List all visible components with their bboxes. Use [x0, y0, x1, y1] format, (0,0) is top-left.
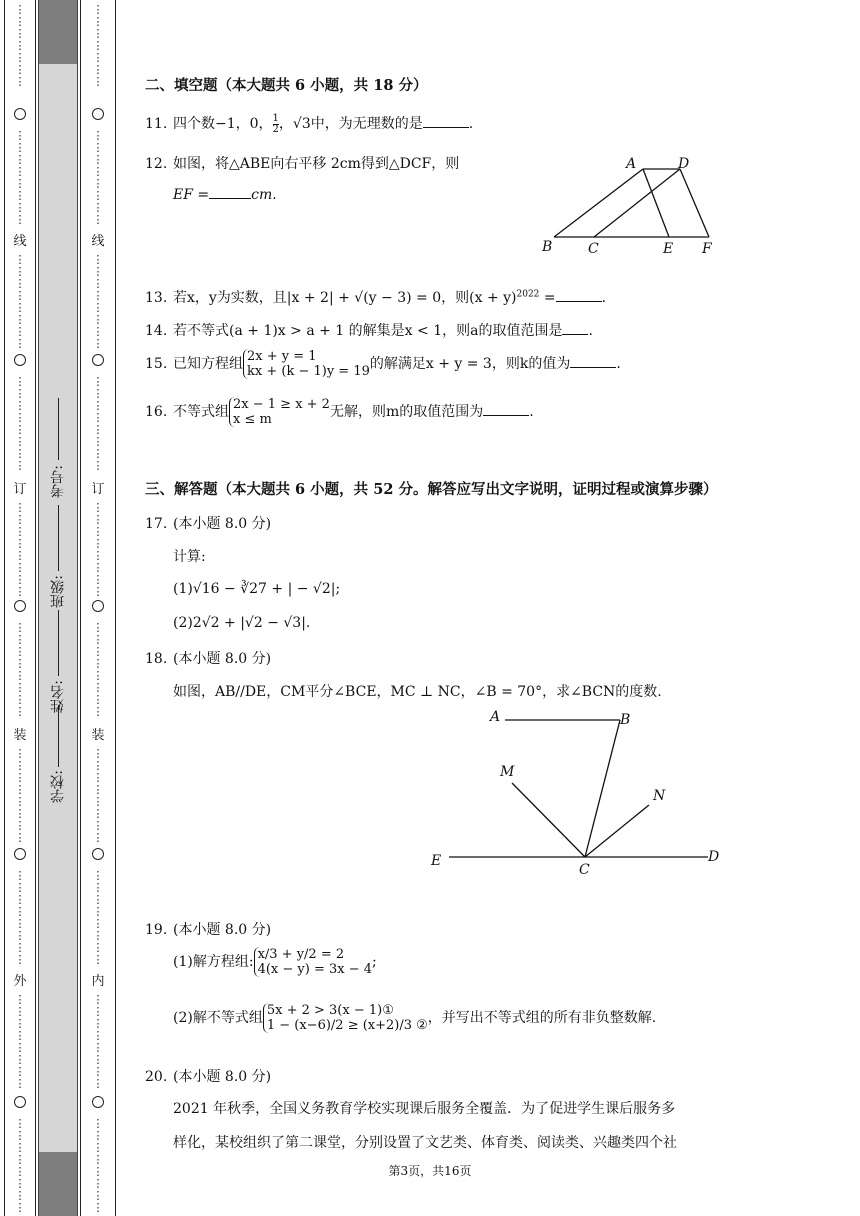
question-17-part2: (2)2√2 + |√2 − √3|.	[173, 615, 311, 631]
outer-binding-strip: ⋮ ⋮ ⋮ ⋮ ⋮ ⋮ ⋮ ⋮ ⋮ ⋮ ⋮ ⋮ ⋮ ⋮ ⋮ 线 ⋮ ⋮ ⋮ ⋮ ⋮ ⋮ ⋮ ⋮ ⋮ ⋮ ⋮ ⋮ ⋮ ⋮ ⋮ ⋮ 订 ⋮ ⋮ ⋮ ⋮ ⋮ ⋮ ⋮ ⋮ ⋮ ⋮ ⋮ ⋮ ⋮ ⋮ ⋮ ⋮ 装 ⋮ ⋮ ⋮ ⋮ ⋮ ⋮ ⋮ ⋮ ⋮ ⋮ ⋮ ⋮ ⋮ ⋮ ⋮ ⋮ 外 ⋮ ⋮ ⋮ ⋮ ⋮ ⋮ ⋮ ⋮ ⋮ ⋮ ⋮ ⋮ ⋮ ⋮ ⋮ ⋮	[4, 0, 36, 1216]
line-NC	[585, 805, 649, 857]
name-field-label: 姓名:	[50, 680, 66, 713]
page-number: 第3页，共16页	[388, 1164, 472, 1178]
binding-hole-icon	[92, 354, 104, 366]
binding-hole-icon	[14, 354, 26, 366]
binding-hole-icon	[14, 108, 26, 120]
label-A: A	[490, 709, 501, 725]
name-field-line[interactable]	[58, 610, 59, 676]
question-11: 11. 四个数−1，0，$\frac{1}{2}$ ，√3中，为无理数的是 .	[145, 112, 474, 135]
school-field-label: 学校:	[50, 770, 66, 803]
inequality-system: 5x + 2 > 3(x − 1)① 1 − (x−6)/2 ≥ (x+2)/3 ②	[263, 1003, 428, 1033]
question-20-line2: 样化，某校组织了第二课堂，分别设置了文艺类、体育类、阅读类、兴趣类四个社	[173, 1135, 677, 1151]
strip-dark-block-top	[38, 0, 78, 64]
inner-binding-strip: ⋮ ⋮ ⋮ ⋮ ⋮ ⋮ ⋮ ⋮ ⋮ ⋮ ⋮ ⋮ ⋮ ⋮ ⋮ 线 ⋮ ⋮ ⋮ ⋮ ⋮ ⋮ ⋮ ⋮ ⋮ ⋮ ⋮ ⋮ ⋮ ⋮ ⋮ ⋮ 订 ⋮ ⋮ ⋮ ⋮ ⋮ ⋮ ⋮ ⋮ ⋮ ⋮ ⋮ ⋮ ⋮ ⋮ ⋮ ⋮ 装 ⋮ ⋮ ⋮ ⋮ ⋮ ⋮ ⋮ ⋮ ⋮ ⋮ ⋮ ⋮ ⋮ ⋮ ⋮ ⋮ 内 ⋮ ⋮ ⋮ ⋮ ⋮ ⋮ ⋮ ⋮ ⋮ ⋮ ⋮ ⋮ ⋮ ⋮ ⋮ ⋮	[80, 0, 116, 1216]
question-16: 16. 不等式组 2x − 1 ≥ x + 2 x ≤ m 无解，则m的取值范围为 .	[145, 397, 534, 427]
question-20: 20. (本小题 8.0 分)	[145, 1069, 272, 1085]
question-17-intro: 计算:	[173, 549, 206, 565]
outer-label-zhuang: 装	[13, 728, 27, 743]
answer-blank[interactable]	[483, 403, 529, 416]
binding-hole-icon	[92, 1096, 104, 1108]
answer-blank[interactable]	[423, 115, 469, 128]
equation-system: x/3 + y/2 = 2 4(x − y) = 3x − 4	[254, 947, 372, 977]
question-19-part2: (2)解不等式组 5x + 2 > 3(x − 1)① 1 − (x−6)/2 ≥ (x+2)/3 ②，并写出不等式组的所有非负整数解.	[173, 1003, 657, 1033]
label-F: F	[702, 241, 712, 257]
section3-title: 三、解答题（本大题共 6 小题，共 52 分。解答应写出文字说明，证明过程或演算步骤）	[145, 481, 718, 498]
class-field-label: 班级:	[50, 575, 66, 608]
question-17-part1: (1)√16 − ∛27 + | − √2|;	[173, 581, 341, 597]
question-18: 18. (本小题 8.0 分)	[145, 651, 272, 667]
label-A: A	[626, 156, 637, 172]
question-13: 13. 若x，y为实数，且|x + 2| + √(y − 3) = 0，则$(x + y)^{2022}$ = .	[145, 289, 607, 306]
dotted-line: ⋮ ⋮ ⋮ ⋮ ⋮ ⋮ ⋮	[14, 3, 26, 88]
label-E: E	[663, 241, 674, 257]
question-18-text: 如图，AB//DE，CM平分∠BCE，MC ⊥ NC，∠B = 70°，求∠BCN的度数.	[173, 684, 662, 700]
line-BC	[585, 720, 620, 857]
question-15: 15. 已知方程组 2x + y = 1 kx + (k − 1)y = 19的解满足x + y = 3，则k的值为 .	[145, 349, 621, 379]
answer-blank[interactable]	[570, 355, 616, 368]
translation-figure	[538, 150, 720, 260]
binding-hole-icon	[92, 108, 104, 120]
inner-label-ding: 订	[91, 482, 105, 497]
exam-no-field-line[interactable]	[58, 398, 59, 460]
question-14: 14. 若不等式(a + 1)x > a + 1 的解集是x < 1，则a的取值范围是 .	[145, 323, 593, 339]
outer-label-ding: 订	[13, 482, 27, 497]
label-E: E	[431, 853, 442, 869]
label-C: C	[588, 241, 599, 257]
answer-blank[interactable]	[556, 289, 602, 302]
question-12-line2: EF = cm.	[173, 187, 277, 203]
line-MC	[512, 783, 585, 857]
label-B: B	[620, 712, 631, 728]
label-D: D	[678, 156, 690, 172]
question-19-part1: (1)解方程组: x/3 + y/2 = 2 4(x − y) = 3x − 4;	[173, 947, 377, 977]
class-field-line[interactable]	[58, 505, 59, 571]
inner-label-line: 线	[91, 234, 105, 249]
school-field-line[interactable]	[58, 705, 59, 767]
question-12: 12. 如图，将△ABE向右平移 2cm得到△DCF，则	[145, 156, 460, 172]
outer-label-wai: 外	[13, 974, 27, 989]
line-DC	[594, 169, 680, 237]
question-19: 19. (本小题 8.0 分)	[145, 922, 272, 938]
answer-blank[interactable]	[209, 186, 251, 199]
question-17: 17. (本小题 8.0 分)	[145, 516, 272, 532]
line-AB	[554, 169, 643, 237]
label-B: B	[542, 239, 553, 255]
line-DF	[680, 169, 709, 237]
angle-figure	[425, 705, 725, 885]
inner-label-nei: 内	[91, 974, 105, 989]
outer-label-line: 线	[13, 234, 27, 249]
answer-blank[interactable]	[562, 322, 588, 335]
inequality-system: 2x − 1 ≥ x + 2 x ≤ m	[229, 397, 330, 427]
label-N: N	[653, 788, 666, 804]
inner-label-zhuang: 装	[91, 728, 105, 743]
line-AE	[643, 169, 669, 237]
binding-hole-icon	[14, 1096, 26, 1108]
binding-hole-icon	[92, 600, 104, 612]
label-D: D	[708, 849, 720, 865]
equation-system: 2x + y = 1 kx + (k − 1)y = 19	[243, 349, 370, 379]
label-M: M	[500, 764, 515, 780]
info-strip	[38, 0, 78, 1216]
exam-no-field-label: 考号:	[50, 465, 66, 498]
question-20-line1: 2021 年秋季，全国义务教育学校实现课后服务全覆盖．为了促进学生课后服务多	[173, 1101, 676, 1117]
section2-title: 二、填空题（本大题共 6 小题，共 18 分）	[145, 77, 428, 94]
label-C: C	[579, 862, 590, 878]
fraction: $\frac{1}{2}$	[272, 112, 279, 135]
binding-hole-icon	[14, 600, 26, 612]
binding-hole-icon	[92, 848, 104, 860]
binding-hole-icon	[14, 848, 26, 860]
